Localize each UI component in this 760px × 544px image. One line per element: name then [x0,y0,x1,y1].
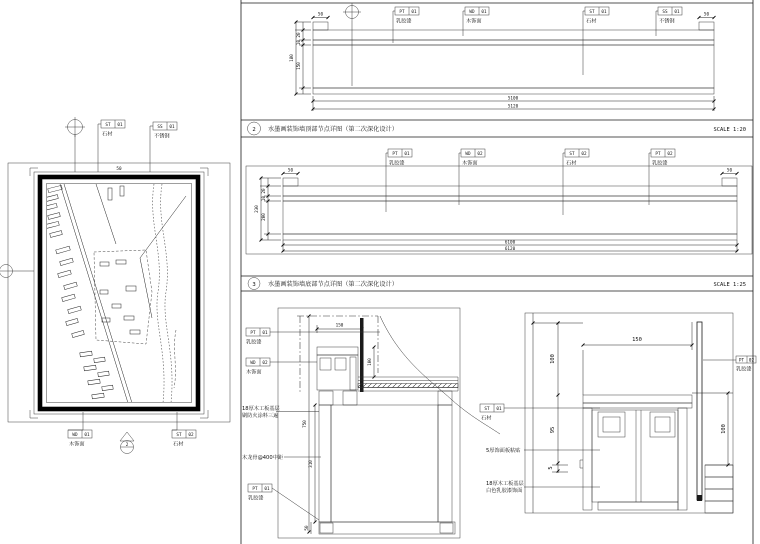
svg-text:木饰面: 木饰面 [466,18,482,25]
vertical-dimensions [302,315,317,535]
svg-text:PT: PT [399,10,405,15]
svg-text:02: 02 [262,361,268,366]
side-section-marker [0,265,34,278]
material-tag [703,356,756,373]
material-tag [386,149,412,212]
svg-text:50: 50 [726,168,733,174]
svg-text:20: 20 [262,188,267,194]
frame-member-voids [598,412,675,437]
svg-text:02: 02 [477,152,483,157]
svg-text:02: 02 [748,358,755,364]
svg-text:18厚木工板基层: 18厚木工板基层 [242,406,280,412]
material-tag [393,7,419,43]
svg-text:50: 50 [287,168,294,174]
svg-text:150: 150 [297,62,302,70]
svg-text:WD: WD [72,433,78,438]
svg-text:木饰面: 木饰面 [462,160,478,167]
svg-text:01: 01 [481,10,487,15]
top-dimension [582,322,694,395]
svg-text:230: 230 [255,205,260,213]
left-dimension-chain [254,177,281,242]
svg-text:200: 200 [262,213,267,221]
svg-text:100: 100 [721,424,727,434]
svg-text:310: 310 [309,460,314,468]
svg-text:木饰面: 木饰面 [69,441,85,448]
material-tag [98,120,125,172]
reference-circle-marker [343,3,361,86]
svg-text:100: 100 [368,358,373,366]
svg-text:01: 01 [117,123,123,128]
svg-text:木龙骨@400中距: 木龙骨@400中距 [242,455,284,461]
detail-title: 水墨画装饰墙底部节点详图（第二次深化设计） [268,281,398,288]
svg-text:PT: PT [250,331,256,336]
svg-text:白色乳胶漆饰面: 白色乳胶漆饰面 [486,488,523,494]
svg-text:50: 50 [703,12,710,18]
material-tag [583,7,609,75]
material-tag [656,7,682,36]
svg-text:150: 150 [632,337,642,343]
svg-text:乳胶漆: 乳胶漆 [736,366,752,373]
svg-text:01: 01 [404,152,410,157]
material-tag [246,328,380,346]
middle-callouts [480,404,600,494]
detail-2-section [241,3,753,137]
svg-text:2: 2 [125,443,129,448]
svg-text:石材: 石材 [586,18,597,25]
svg-text:01: 01 [262,331,268,336]
material-tag [246,358,317,376]
svg-text:150: 150 [335,323,344,329]
material-tag [248,484,319,520]
svg-text:10: 10 [262,195,267,202]
detail-2-title-bar [241,120,753,137]
svg-text:ST: ST [484,407,490,412]
svg-text:20: 20 [297,32,302,38]
corner-detail-left [242,308,500,538]
svg-text:01: 01 [84,433,90,438]
svg-text:乳胶漆: 乳胶漆 [248,495,264,502]
left-dimension-chain [289,21,311,96]
svg-text:5厚饰面板粘贴: 5厚饰面板粘贴 [486,448,521,454]
layered-shelf [358,377,458,391]
svg-text:01: 01 [411,10,417,15]
svg-text:不锈钢: 不锈钢 [659,18,675,25]
svg-text:50: 50 [317,12,324,18]
material-tag [563,149,589,215]
left-dimension-chain [548,322,568,474]
material-tag [649,149,675,205]
material-tag [68,412,92,448]
bottom-dimensions [282,240,739,253]
sheet-borders [241,0,753,544]
map-elevation [0,117,230,454]
svg-text:乳胶漆: 乳胶漆 [396,18,412,25]
svg-text:石材: 石材 [102,131,113,138]
svg-text:750: 750 [303,420,308,428]
svg-text:01: 01 [169,125,175,130]
svg-text:乳胶漆: 乳胶漆 [246,339,262,346]
detail-title: 水墨画装饰墙顶部节点详图（第二次深化设计） [268,126,398,133]
frame-dimension: 50 [116,167,122,172]
corner-detail-right [525,313,756,513]
svg-text:5120: 5120 [507,104,519,110]
svg-text:02: 02 [667,152,673,157]
svg-text:乳胶漆: 乳胶漆 [652,160,668,167]
svg-text:01: 01 [601,10,607,15]
detail-scale: SCALE 1:25 [713,282,746,288]
svg-text:刷防火涂料三遍: 刷防火涂料三遍 [242,413,279,419]
svg-text:PT: PT [655,152,661,157]
svg-text:6100: 6100 [504,240,516,246]
panel-blade [360,318,364,392]
svg-text:WD: WD [250,361,256,366]
svg-text:50: 50 [305,525,310,531]
right-dimension [692,392,733,467]
svg-text:ST: ST [176,433,182,438]
svg-text:PT: PT [392,152,398,157]
svg-text:WD: WD [465,152,471,157]
material-tag [150,122,177,172]
material-tag [172,412,196,448]
section-cut-marker [120,432,134,454]
svg-text:02: 02 [581,152,587,157]
material-tag [463,7,489,36]
svg-text:180: 180 [290,54,295,62]
svg-text:ST: ST [105,123,111,128]
map-elevation-marker [65,117,85,172]
svg-text:02: 02 [188,433,194,438]
stacked-base [705,465,733,513]
svg-text:2: 2 [252,126,256,133]
svg-text:10: 10 [297,39,302,46]
svg-text:18厚木工板基层: 18厚木工板基层 [486,481,524,487]
svg-text:5100: 5100 [507,96,519,102]
svg-text:石材: 石材 [173,441,184,448]
svg-text:不锈钢: 不锈钢 [154,133,170,140]
svg-text:石材: 石材 [481,415,492,422]
svg-text:01: 01 [674,10,680,15]
svg-text:01: 01 [264,487,270,492]
svg-text:PT: PT [252,487,258,492]
annotation-note [242,404,319,419]
svg-text:6120: 6120 [504,246,516,252]
svg-text:3: 3 [252,281,256,288]
material-tag [480,404,600,422]
svg-text:石材: 石材 [566,160,577,167]
detail-3-title-bar [241,276,753,291]
svg-text:5: 5 [548,466,554,470]
svg-text:SS: SS [157,125,163,130]
svg-text:WD: WD [469,10,475,15]
bottom-dimensions [312,96,716,112]
svg-text:95: 95 [550,426,556,434]
svg-text:01: 01 [496,407,502,412]
panel-blade [697,322,702,500]
svg-text:ST: ST [569,152,575,157]
detail-scale: SCALE 1:20 [713,127,746,133]
svg-text:SS: SS [662,10,668,15]
svg-text:ST: ST [589,10,595,15]
detail-3-section [241,149,753,291]
svg-text:100: 100 [550,354,556,364]
svg-text:乳胶漆: 乳胶漆 [389,160,405,167]
svg-text:PT: PT [738,358,745,364]
material-tag [459,149,485,205]
svg-text:木饰面: 木饰面 [246,369,262,376]
